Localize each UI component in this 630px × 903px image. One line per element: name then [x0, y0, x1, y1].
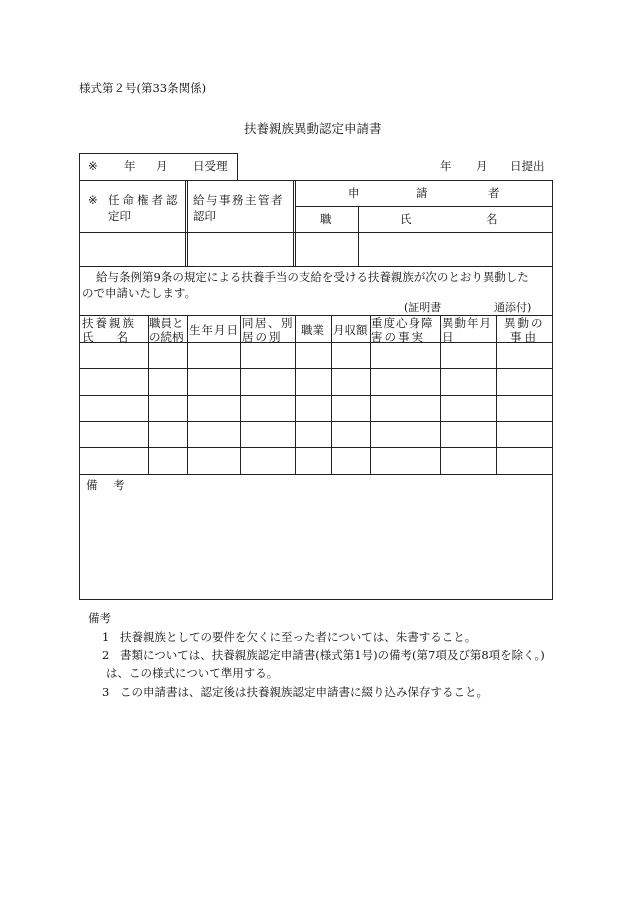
receipt-mark: ※	[88, 159, 98, 173]
col-header-occupation: 職業	[301, 323, 324, 337]
supervisor-label-line1: 給与事務主管者	[193, 193, 284, 207]
form-number: 様式第２号(第33条関係)	[79, 81, 207, 95]
applicant-header-3: 者	[488, 186, 500, 200]
receipt-day: 日受理	[193, 159, 228, 173]
submit-day: 日提出	[510, 159, 545, 173]
col-header-change-reason: 異動の 事由	[504, 316, 545, 345]
submit-month: 月	[476, 159, 488, 173]
form-title: 扶養親族異動認定申請書	[244, 121, 382, 136]
note-3-text: この申請書は、認定後は扶養親族認定申請書に綴り込み保存すること。	[120, 685, 488, 699]
note-2-continuation: は、この様式について準用する。	[106, 666, 279, 680]
receipt-year: 年	[124, 159, 136, 173]
col-header-monthly-income: 月収額	[333, 323, 368, 337]
applicant-name-label-2: 名	[486, 212, 498, 226]
approver-label-line1: 任命権者認	[108, 193, 181, 207]
col-header-change-date: 異動年月 日	[442, 316, 492, 345]
applicant-header-1: 申	[348, 186, 360, 200]
col-header-disability: 重度心身障 害の事実	[371, 316, 434, 345]
notes-heading: 備考	[88, 611, 111, 625]
note-1-number: 1	[102, 630, 110, 644]
col-header-relationship: 職員と の続柄	[149, 316, 184, 345]
approver-mark: ※	[88, 193, 98, 207]
applicant-header-2: 請	[416, 186, 428, 200]
remarks-label: 備 考	[86, 478, 127, 492]
col-header-birthdate: 生年月日	[189, 323, 239, 337]
approver-label-line2: 定印	[108, 209, 131, 223]
col-header-dependent-name: 扶養親族 氏 名	[82, 316, 136, 345]
note-1-text: 扶養親族としての要件を欠くに至った者については、朱書すること。	[120, 630, 477, 644]
statement-line2: ので申請いたします。	[82, 286, 197, 300]
applicant-post-label: 職	[320, 212, 332, 226]
note-2-number: 2	[102, 648, 110, 662]
submit-year: 年	[440, 159, 452, 173]
supervisor-label-line2: 認印	[193, 209, 216, 223]
attachment-count-left: (証明書	[404, 301, 442, 314]
statement-line1: 給与条例第9条の規定による扶養手当の支給を受ける扶養親族が次のとおり異動した	[96, 270, 529, 284]
col-header-residence: 同居、別 居の別	[242, 316, 294, 345]
note-2-text: 書類については、扶養親族認定申請書(様式第1号)の備考(第7項及び第8項を除く。)	[120, 648, 545, 662]
note-3-number: 3	[102, 685, 110, 699]
applicant-name-label-1: 氏	[400, 212, 412, 226]
attachment-count-right: 通添付)	[494, 301, 532, 314]
receipt-month: 月	[156, 159, 168, 173]
